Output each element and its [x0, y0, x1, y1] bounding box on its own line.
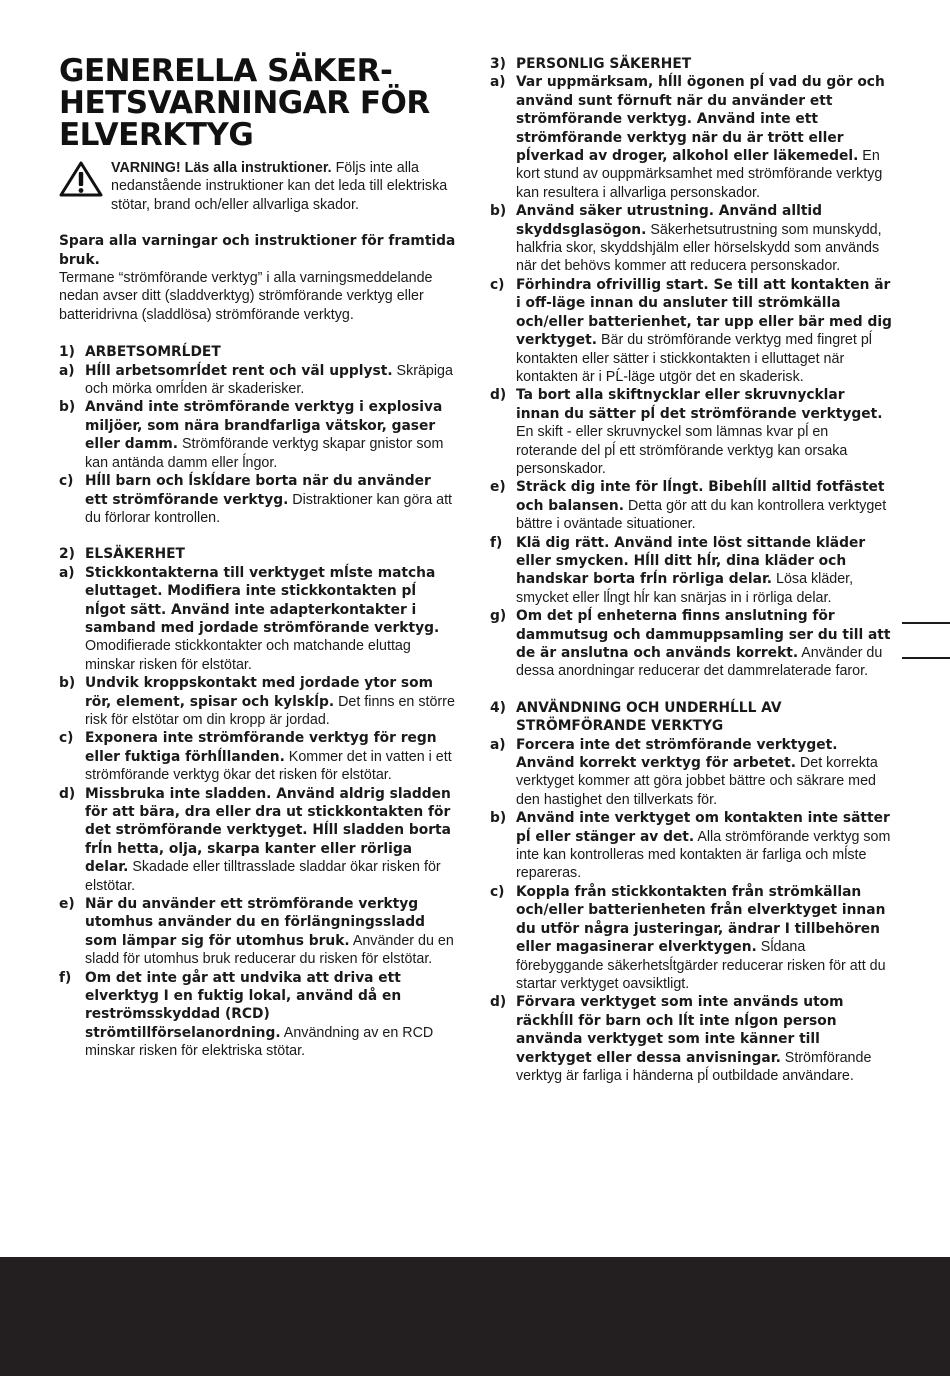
item-letter: c) — [59, 730, 74, 747]
item-bold-text: Använd säker utrustning. Använd alltid skyddsglasögon. — [516, 203, 823, 238]
item-body-text: En skift - eller skruvnyckel som lämnas kvar pĺ en roterande del pĺ ett strömförande verktyg kan orsaka personskador. — [516, 424, 848, 477]
item-letter: c) — [490, 276, 505, 293]
item-body-text: Sĺdana förebyggande säkerhetsĺtgärder reducerar risken för att du startar verktyget oavsiktligt. — [516, 939, 886, 992]
item-bold-text: Hĺll barn och ĺskĺdare borta när du använder ett strömförande verktyg. — [85, 473, 431, 508]
list-item — [490, 202, 892, 276]
list-item — [59, 729, 457, 784]
item-body-text: Använder du en sladd för utomhus bruk reducerar du risken för elstötar. — [85, 932, 454, 968]
section-number: 2) — [59, 546, 75, 563]
section-personal-safety — [490, 55, 892, 681]
page-title-line: GENERELLA SÄKER- — [59, 53, 393, 89]
item-bold-text: Missbruka inte sladden. Använd aldrig sladden för att bära, dra eller dra ut stickkontakten för det strömförande verktyget. Hĺll sladden borta frĺn hetta, olja, skarpa kanter eller rörliga delar. — [85, 785, 451, 876]
item-letter: g) — [490, 608, 507, 625]
item-body-text: En kort stund av ouppmärksamhet med strömförande verktyg kan resultera i allvarliga personskador. — [516, 148, 883, 201]
page-title-line: HETSVARNINGAR FÖR — [59, 85, 430, 121]
item-letter: b) — [59, 399, 76, 416]
item-body-text: Strömförande verktyg skapar gnistor som kan antända damm eller ĺngor. — [85, 436, 444, 471]
item-letter: d) — [490, 387, 507, 404]
page-title — [59, 55, 457, 151]
item-body-text: Användning av en RCD minskar risken för elektriska stötar. — [85, 1024, 434, 1060]
item-bold-text: Var uppmärksam, hĺll ögonen pĺ vad du gör och använd sunt förnuft när du använder ett strömförande verktyg. Använd inte ett strömförande verktyg när du är trött eller pĺverkad av droger, alkohol eller läkemedel. — [516, 74, 885, 165]
item-bold-text: Förhindra ofrivillig start. Se till att kontakten är i off-läge innan du ansluter till strömkälla och/eller batterienhet, tar upp eller bär med dig verktyget. — [516, 276, 892, 349]
list-item — [490, 809, 892, 883]
item-letter: c) — [59, 473, 74, 490]
section-tool-use-care — [490, 699, 892, 1086]
section-work-area — [59, 343, 457, 527]
warning-bold: VARNING! Läs alla instruktioner. — [111, 160, 332, 176]
list-item — [490, 883, 892, 993]
item-body-text: Skräpiga och mörka omrĺden är skaderisker. — [85, 362, 453, 398]
section-electrical-safety — [59, 545, 457, 1060]
item-letter: d) — [490, 994, 507, 1011]
section-title: ELSÄKERHET — [85, 546, 185, 563]
item-bold-text: Forcera inte det strömförande verktyget. Använd korrekt verktyg för arbetet. — [516, 736, 838, 772]
section-title: PERSONLIG SÄKERHET — [516, 56, 692, 72]
edge-tab-line-bottom — [902, 657, 950, 659]
list-item — [59, 674, 457, 729]
item-letter: d) — [59, 785, 76, 802]
warning-block — [59, 159, 457, 214]
list-item — [490, 386, 892, 478]
item-bold-text: Undvik kroppskontakt med jordade ytor som rör, element, spisar och kylskĺp. — [85, 675, 434, 710]
section-number: 3) — [490, 56, 506, 72]
footer-band — [0, 1257, 950, 1376]
item-bold-text: Klä dig rätt. Använd inte löst sittande kläder eller smycken. Hĺll ditt hĺr, dina kläder och handskar borta frĺn rörliga delar. — [516, 534, 866, 588]
item-bold-text: Förvara verktyget som inte används utom räckhĺll för barn och lĺt inte nĺgon person använda verktyget som inte känner till verktyget eller dessa anvisningar. — [516, 994, 844, 1066]
item-bold-text: Använd inte verktyget om kontakten inte sätter pĺ eller stänger av det. — [516, 810, 890, 845]
save-instructions: Spara alla varningar och instruktioner för framtida bruk. — [59, 233, 456, 268]
item-body-text: Lösa kläder, smycket eller lĺngt hĺr kan snärjas in i rörliga delar. — [516, 571, 854, 606]
item-bold-text: Använd inte strömförande verktyg i explosiva miljöer, som nära brandfarliga vätskor, gaser eller damm. — [85, 399, 443, 453]
list-item — [59, 472, 457, 527]
list-item — [59, 969, 457, 1061]
section-title: ANVÄNDNING OCH UNDERHĹLL AV STRÖMFÖRANDE VERKTYG — [516, 699, 782, 735]
warning-triangle-icon — [59, 161, 103, 197]
warning-text: Följs inte alla nedanstående instruktioner kan det leda till elektriska stötar, brand och/eller allvarliga skador. — [111, 160, 448, 213]
list-item — [59, 895, 457, 969]
item-letter: c) — [490, 883, 505, 900]
item-body-text: Det finns en större risk för elstötar om din kropp är jordad. — [85, 693, 455, 728]
item-body-text: Distraktioner kan göra att du förlorar kontrollen. — [85, 491, 453, 526]
list-item — [490, 736, 892, 810]
item-bold-text: Om det inte går att undvika att driva ett elverktyg I en fuktig lokal, använd då en reströmsskyddad (RCD) strömtillförselanordning. — [85, 969, 402, 1041]
edge-tab-line-top — [902, 622, 950, 624]
item-letter: a) — [59, 362, 75, 379]
item-bold-text: Stickkontakterna till verktyget mĺste matcha eluttaget. Modifiera inte stickkontakten pĺ nĺgot sätt. Använd inte adapterkontakter i samband med jordade strömförande verktyg. — [85, 564, 440, 636]
item-body-text: Det korrekta verktyget kommer att göra jobbet bättre och säkrare med den hastighet den tillverkats för. — [516, 755, 878, 808]
item-body-text: Alla strömförande verktyg som inte kan kontrolleras med kontakten är farliga och mĺste repareras. — [516, 828, 891, 882]
section-heading — [490, 55, 892, 73]
item-letter: a) — [490, 74, 506, 91]
item-letter: f) — [490, 534, 503, 551]
item-bold-text: Om det pĺ enheterna finns anslutning för dammutsug och dammuppsamling ser du till att de är anslutna och används korrekt. — [516, 608, 891, 661]
item-letter: a) — [59, 564, 75, 581]
item-bold-text: Sträck dig inte för lĺngt. Bibehĺll alltid fotfästet och balansen. — [516, 479, 885, 514]
item-body-text: Strömförande verktyg är farliga i händerna pĺ outbildade användare. — [516, 1049, 872, 1084]
list-item — [59, 398, 457, 472]
item-body-text: Använder du dessa anordningar reducerar det dammrelaterade faror. — [516, 645, 883, 680]
item-body-text: Bär du strömförande verktyg med fingret pĺ kontakten eller sätter i stickkontakten i elluttaget när kontakten är i PĹ-läge utgör det en skaderisk. — [516, 332, 872, 385]
item-letter: b) — [59, 675, 76, 692]
section-number: 4) — [490, 699, 506, 716]
list-item — [490, 73, 892, 202]
item-letter: e) — [490, 479, 506, 496]
list-item — [59, 362, 457, 399]
list-item — [490, 607, 892, 681]
intro-text: Termane “strömförande verktyg” i alla varningsmeddelande nedan avser ditt (sladdverktyg) strömförande verktyg eller batteridrivna (sladdlösa) strömförande verktyg. — [59, 270, 433, 323]
item-body-text: Detta gör att du kan kontrollera verktyget bättre i oväntade situationer. — [516, 497, 887, 533]
item-letter: f) — [59, 969, 72, 986]
item-letter: e) — [59, 896, 75, 913]
item-body-text: Omodifierade stickkontakter och matchande eluttag minskar risken för elstötar. — [85, 638, 411, 673]
section-number: 1) — [59, 344, 75, 361]
item-body-text: Kommer det in vatten i ett strömförande verktyg ökar det risken för elstötar. — [85, 748, 452, 784]
item-bold-text: När du använder ett strömförande verktyg utomhus använder du en förlängningssladd som lämpar sig för utomhus bruk. — [85, 896, 426, 949]
item-bold-text: Koppla från stickkontakten från strömkällan och/eller batterienheten från elverktyget innan du utför några justeringar, ändrar I tillbehören eller magasinerar elverktygen. — [516, 883, 886, 956]
item-bold-text: Exponera inte strömförande verktyg för regn eller fuktiga förhĺllanden. — [85, 730, 437, 765]
item-bold-text: Hĺll arbetsomrĺdet rent och väl upplyst. — [85, 362, 393, 379]
item-letter: b) — [490, 810, 507, 827]
page-title-line: ELVERKTYG — [59, 117, 254, 153]
list-item — [490, 993, 892, 1085]
item-letter: a) — [490, 736, 506, 753]
section-heading — [59, 545, 457, 563]
list-item — [490, 276, 892, 386]
left-column — [59, 55, 457, 1079]
list-item — [490, 478, 892, 533]
right-column — [490, 55, 892, 1103]
item-bold-text: Ta bort alla skiftnycklar eller skruvnycklar innan du sätter pĺ det strömförande verktyget. — [516, 387, 883, 422]
list-item — [490, 534, 892, 608]
item-letter: b) — [490, 203, 507, 220]
section-heading — [490, 699, 892, 736]
item-body-text: Skadade eller tilltrasslade sladdar ökar risken för elstötar. — [85, 859, 441, 894]
list-item — [59, 785, 457, 895]
list-item — [59, 564, 457, 674]
section-title: ARBETSOMRĹDET — [85, 344, 221, 361]
section-heading — [59, 343, 457, 361]
item-body-text: Säkerhetsutrustning som munskydd, halkfria skor, skyddshjälm eller hörselskydd som används när det behövs kommer att reducera personskador. — [516, 221, 882, 275]
